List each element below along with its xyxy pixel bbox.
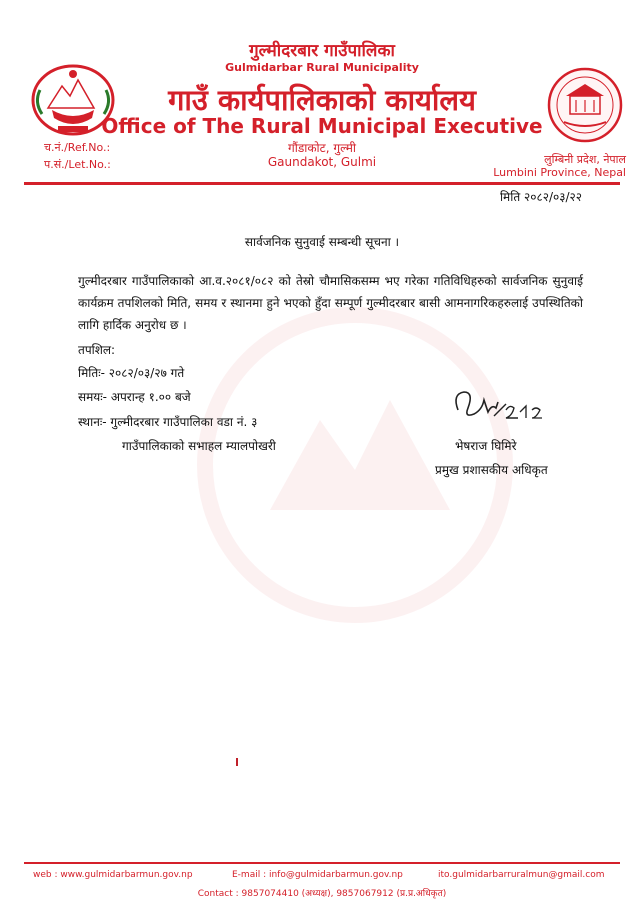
ref-number-label: च.नं./Ref.No.:: [44, 141, 111, 154]
notice-subject: सार्वजनिक सुनुवाई सम्बन्धी सूचना ।: [244, 235, 400, 249]
header-divider: [24, 182, 620, 185]
footer-contact: Contact : 9857074410 (अध्यक्ष), 9857067912 (प्र.प्र.अधिकृत): [197, 889, 447, 899]
ink-mark: [236, 758, 238, 766]
event-venue-line2: गाउँपालिकाको सभाहल म्यालपोखरी: [122, 439, 276, 453]
notice-body-paragraph: गुल्मीदरबार गाउँपालिकाको आ.व.२०८१/०८२ को तेस्रो चौमासिकसम्म भए गरेका गतिविधिहरुको सार्वजनिक सुनुवाई कार्यक्रम तपशिलको मिति, समय र स्थानमा हुने भएको हुँदा सम्पूर्ण गुल्मीदरबार बासी आमनागरिकहरुलाई उपस्थितिको लागि हार्दिक अनुरोध छ ।: [78, 274, 583, 332]
location-nepali: गौंडाकोट, गुल्मी: [287, 141, 357, 155]
municipality-name-english: Gulmidarbar Rural Municipality: [225, 61, 419, 74]
event-venue: स्थानः- गुल्मीदरबार गाउँपालिका वडा नं. ३: [78, 415, 258, 429]
signatory-name: भेषराज घिमिरे: [455, 439, 517, 453]
office-title-nepali: गाउँ कार्यपालिकाको कार्यालय: [168, 83, 476, 117]
province-nepali: लुम्बिनी प्रदेश, नेपाल: [544, 153, 626, 166]
municipality-name-nepali: गुल्मीदरबार गाउँपालिका: [249, 41, 395, 61]
footer-email-alt: ito.gulmidarbarruralmun@gmail.com: [438, 870, 605, 880]
footer-divider: [24, 862, 620, 864]
location-english: Gaundakot, Gulmi: [267, 155, 377, 169]
office-title-english: Office of The Rural Municipal Executive: [101, 114, 543, 138]
details-label: तपशिल:: [78, 343, 116, 357]
province-english: Lumbini Province, Nepal: [493, 166, 626, 179]
letter-number-label: प.सं./Let.No.:: [44, 158, 111, 171]
letter-date: मिति २०८२/०३/२२: [499, 190, 582, 204]
signature-icon: [448, 382, 548, 432]
signatory-title: प्रमुख प्रशासकीय अधिकृत: [435, 463, 548, 477]
event-date: मितिः- २०८२/०३/२७ गते: [78, 366, 185, 380]
footer-email: E-mail : info@gulmidarbarmun.gov.np: [232, 870, 403, 880]
footer-website: web : www.gulmidarbarmun.gov.np: [33, 870, 193, 880]
event-time: समयः- अपरान्ह १.०० बजे: [78, 390, 191, 404]
